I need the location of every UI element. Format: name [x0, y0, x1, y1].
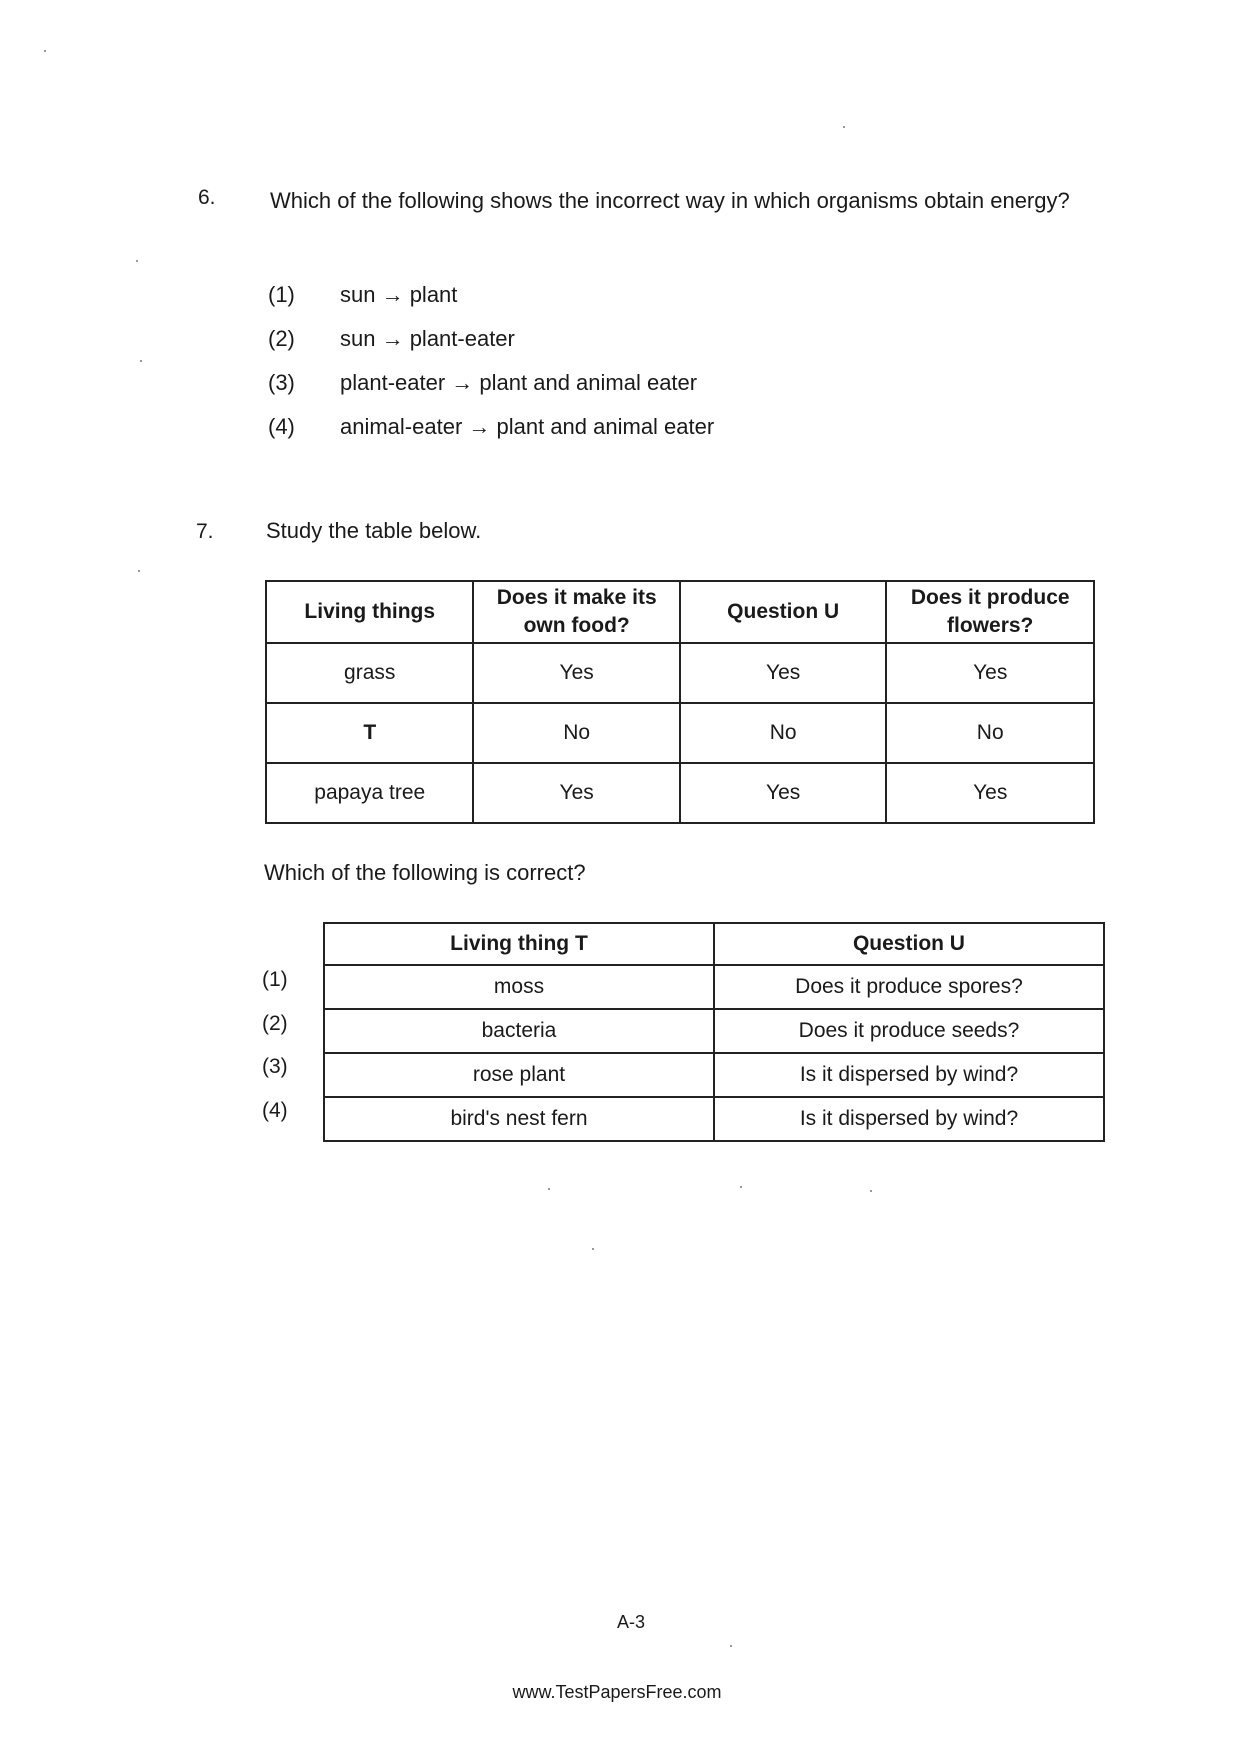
scan-speck: [44, 50, 46, 52]
table-row: [324, 1097, 1104, 1141]
scan-speck: [843, 126, 845, 128]
scan-speck: [870, 1190, 872, 1192]
table-cell: Yes: [886, 643, 1094, 703]
table-cell: No: [473, 703, 679, 763]
table-header-cell: Question U: [680, 581, 887, 643]
question-7-prompt: Which of the following is correct?: [264, 860, 586, 885]
table-cell: grass: [266, 643, 473, 703]
living-things-table: [265, 580, 1095, 824]
q7-option-number: (4): [262, 1099, 288, 1122]
question-6-text: Which of the following shows the incorrect way in which organisms obtain energy?: [270, 188, 1070, 213]
scan-speck: [140, 360, 142, 362]
q6-option-number: (1): [268, 282, 295, 307]
table-cell: rose plant: [324, 1053, 714, 1097]
table-header-cell: Does it make its own food?: [473, 581, 679, 643]
q6-option-text: sun → plant: [340, 282, 458, 307]
table-row: [266, 763, 1094, 823]
footer-url: www.TestPapersFree.com: [512, 1682, 722, 1702]
table-cell: Yes: [473, 763, 679, 823]
table-cell: bird's nest fern: [324, 1097, 714, 1141]
table-cell: Yes: [473, 643, 679, 703]
q7-option-number: (1): [262, 968, 288, 991]
table-row: [324, 965, 1104, 1009]
table-cell: Yes: [680, 643, 887, 703]
table-cell: Does it produce spores?: [714, 965, 1104, 1009]
table-cell: Is it dispersed by wind?: [714, 1053, 1104, 1097]
table-row: [324, 1009, 1104, 1053]
table-header-cell: Does it produce flowers?: [886, 581, 1094, 643]
q7-option-number: (2): [262, 1012, 288, 1035]
table-header-cell: Living things: [266, 581, 473, 643]
table-header-row: [266, 581, 1094, 643]
scan-speck: [138, 570, 140, 572]
scan-speck: [548, 1188, 550, 1190]
question-7-number: 7.: [196, 520, 214, 543]
q6-option-number: (4): [268, 414, 295, 439]
q6-option-number: (3): [268, 370, 295, 395]
table-header-cell: Question U: [714, 923, 1104, 965]
table-cell: T: [266, 703, 473, 763]
question-6-number: 6.: [198, 186, 216, 209]
table-cell: No: [886, 703, 1094, 763]
table-row: [266, 643, 1094, 703]
scan-speck: [136, 260, 138, 262]
question-7-intro: Study the table below.: [266, 518, 482, 543]
answer-options-table: [323, 922, 1105, 1142]
page-number: A-3: [616, 1612, 645, 1632]
scan-speck: [740, 1186, 742, 1188]
scan-speck: [730, 1645, 732, 1647]
q7-option-number: (3): [262, 1055, 288, 1078]
table-cell: papaya tree: [266, 763, 473, 823]
table-cell: Is it dispersed by wind?: [714, 1097, 1104, 1141]
table-cell: No: [680, 703, 887, 763]
table-header-cell: Living thing T: [324, 923, 714, 965]
scan-speck: [592, 1248, 594, 1250]
table-cell: Yes: [886, 763, 1094, 823]
q6-option-text: sun → plant-eater: [340, 326, 515, 351]
table-row: [324, 1053, 1104, 1097]
table-header-row: [324, 923, 1104, 965]
table-cell: moss: [324, 965, 714, 1009]
q6-option-text: plant-eater → plant and animal eater: [340, 370, 698, 395]
q6-option-text: animal-eater → plant and animal eater: [340, 414, 715, 439]
table-cell: Yes: [680, 763, 887, 823]
table-row: [266, 703, 1094, 763]
table-cell: bacteria: [324, 1009, 714, 1053]
table-cell: Does it produce seeds?: [714, 1009, 1104, 1053]
q6-option-number: (2): [268, 326, 295, 351]
